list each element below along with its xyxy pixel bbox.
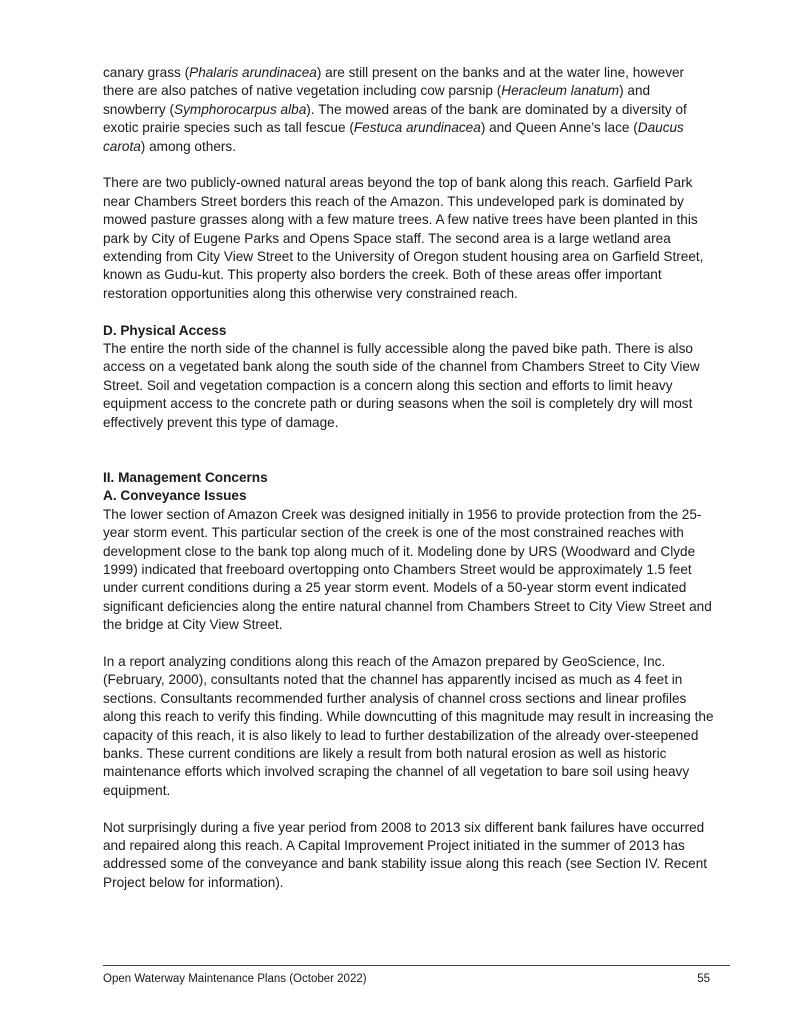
footer-divider bbox=[103, 965, 730, 966]
section-heading-management-concerns: II. Management Concerns bbox=[103, 469, 268, 485]
paragraph-conveyance-1: The lower section of Amazon Creek was designed initially in 1956 to provide protection from the 25-year storm event. This particular section of the creek is one of the most constrained reaches with development close to the bank top along much of it. Modeling done by URS (Woodward and Clyde 1999) indicated that freeboard overtopping onto Chambers Street would be approximately 1.5 feet under current conditions during a 25 year storm event. Models of a 50-year storm event indicated significant deficiencies along the entire natural channel from Chambers Street to City View Street and the bridge at City View Street. bbox=[103, 506, 712, 633]
text-run: ) and snowberry ( bbox=[103, 83, 651, 117]
subsection-heading-conveyance: A. Conveyance Issues bbox=[103, 488, 247, 504]
paragraph-natural-areas: There are two publicly-owned natural areas beyond the top of bank along this reach. Garfield Park near Chambers Street borders this reach of the Amazon. This undeveloped park is dominated by mowed pasture grasses along with a few mature trees. A few native trees have been planted in this park by City of Eugene Parks and Opens Space staff. The second area is a large wetland area extending from City View Street to the University of Oregon student housing area on Garfield Street, known as Gudu-kut. This property also borders the creek. Both of these areas offer important restoration opportunities along this otherwise very constrained reach. bbox=[103, 175, 704, 301]
text-run: ) and Queen Anne’s lace ( bbox=[480, 120, 638, 136]
paragraph-conveyance-2: In a report analyzing conditions along this reach of the Amazon prepared by GeoScience, Inc. (February, 2000), consultants noted that the channel has apparently incised as much as 4 feet in sections. Consultants recommended further analysis of channel cross sections and linear profiles along this reach to verify this finding. While downcutting of this magnitude may result in increasing the capacity of this reach, it is also likely to lead to further destabilization of the already over-steepened banks. These current conditions are likely a result from both natural erosion as well as historic maintenance efforts which involved scraping the channel of all vegetation to bare soil using heavy equipment. bbox=[103, 653, 714, 798]
paragraph-conveyance-3: Not surprisingly during a five year period from 2008 to 2013 six different bank failures have occurred and repaired along this reach. A Capital Improvement Project initiated in the summer of 2013 has addressed some of the conveyance and bank stability issue along this reach (see Section IV. Recent Project below for information). bbox=[103, 819, 708, 890]
page-number: 55 bbox=[697, 973, 710, 985]
spacer bbox=[103, 450, 715, 468]
text-run: ) are still present on the banks and at the water line, however there are also patches of native vegetation including cow parsnip ( bbox=[103, 65, 685, 99]
species-name: Daucus carota bbox=[103, 120, 684, 154]
species-name: Festuca arundinacea bbox=[353, 120, 481, 136]
section-heading-physical-access: D. Physical Access bbox=[103, 322, 227, 338]
body-text bbox=[103, 64, 715, 911]
paragraph-physical-access: The entire the north side of the channel is fully accessible along the paved bike path. There is also access on a vegetated bank along the south side of the channel from Chambers Street to City View Street. Soil and vegetation compaction is a concern along this section and efforts to limit heavy equipment access to the concrete path or during seasons when the soil is completely dry will most effectively prevent this type of damage. bbox=[103, 341, 700, 430]
paragraph-vegetation bbox=[103, 64, 715, 156]
species-name: Phalaris arundinacea bbox=[189, 65, 317, 80]
text-run: ). The mowed areas of the bank are dominated by a diversity of exotic prairie species such as tall fescue ( bbox=[103, 101, 687, 136]
species-name: Heracleum lanatum bbox=[501, 83, 620, 99]
footer-title: Open Waterway Maintenance Plans (October 2022) bbox=[103, 973, 367, 985]
species-name: Symphorocarpus alba bbox=[174, 101, 307, 117]
text-run: ) among others. bbox=[140, 138, 236, 154]
text-run: canary grass ( bbox=[103, 65, 190, 80]
